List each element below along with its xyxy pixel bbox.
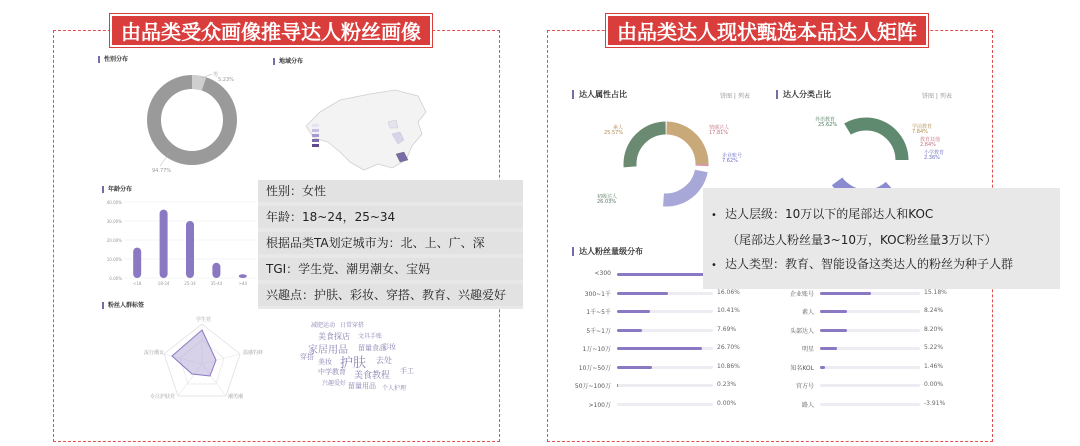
age-x-tick: 35-44 [210,281,223,286]
age-section-title: 年龄分布 [102,186,132,193]
gender-female-value: 94.77% [152,168,172,174]
fans-tag-section-title: 粉丝人群标签 [102,302,144,309]
age-y-tick: 30.00% [106,219,122,224]
cloud-word: 去处 [376,356,392,365]
age-x-tick: 25-34 [184,281,196,286]
bar-row-value: 1.46% [924,362,944,370]
age-bar [239,274,247,278]
class-label-3: 小学教育 [924,150,945,156]
radar-label-3: 专注护肤党 [150,394,176,400]
cloud-word: 美食教程 [354,371,391,381]
influencer-summary-box [703,188,1060,289]
bar-row-fill [617,273,713,276]
age-x-tick: <18 [132,281,142,286]
attr-label-0: 素人 [613,125,624,131]
age-y-tick: 20.00% [106,238,122,243]
class-label-2: 教育其他 [920,137,941,143]
class-value-2: 2.84% [920,142,936,148]
gender-male-label: 男 [213,72,219,78]
attr-value-2: 7.62% [722,158,738,164]
gender-male-value: 5.23% [218,77,234,83]
bar-row-track [617,384,713,387]
bar-row-label: 知名KOL [790,364,814,372]
class-value-0: 25.62% [818,122,838,128]
cloud-word: 留量食品 [358,344,386,352]
class-value-1: 7.84% [912,129,928,135]
cloud-word: 日常穿搭 [340,322,365,329]
bar-row-value: 0.23% [717,381,737,388]
level-section-title: 达人粉丝量级分布 [572,247,643,256]
bar-row-value: 15.18% [924,288,947,296]
age-bar-chart [100,196,260,292]
radar-label-1: 温感钓虾 [243,350,264,356]
china-map [300,82,440,174]
bar-row-label: 300~1千 [584,290,611,298]
bar-row-label: 1千~5千 [586,309,611,316]
cloud-word: 兴趣爱好 [322,380,347,387]
cloud-word: 留量用品 [348,382,376,390]
bar-row-fill [617,366,652,369]
bullet-1: • [711,210,717,221]
summary-level: 达人层级：10万以下的尾部达人和KOC [725,207,934,221]
bar-row-label: 路人 [801,401,814,409]
bar-row-value: 0.00% [924,381,944,388]
gender-female-ring [154,82,230,158]
class-view-switch[interactable]: 饼图 | 列表 [922,93,952,100]
bar-row-label: 企业账号 [789,290,814,298]
bar-row-fill [617,347,702,350]
radar-label-0: 学生党 [196,317,212,323]
attr-value-1: 17.81% [709,130,729,136]
radar-label-4: 流行潮女 [144,350,165,356]
age-bar [186,221,194,278]
bar-row-label: 明星 [801,346,814,353]
attr-label-1: 情感达人 [709,125,730,131]
bar-row-value: 0.00% [717,399,737,407]
map-legend [312,124,319,147]
bar-row-label: <300 [594,270,611,277]
bar-row-value: 7.69% [717,325,737,333]
bar-row-value: 16.06% [717,288,740,296]
bar-row-label: 1万~10万 [582,346,611,353]
age-x-tick: 18-24 [157,281,170,286]
region-section-title: 地域分布 [273,58,303,65]
summary-level-detail: （尾部达人粉丝量3~10万，KOC粉丝量3万以下） [727,233,997,247]
left-banner-title: 由品类受众画像推导达人粉丝画像 [110,14,432,47]
summary-gender: 性别：女性 [258,180,523,202]
bar-row-value: 8.24% [924,307,944,314]
bar-row-fill [820,347,837,350]
age-y-tick: 10.00% [106,257,122,262]
age-y-tick: 0.00% [109,276,122,281]
cloud-word: 个人护理 [382,385,407,392]
summary-tgi: TGI：学生党、潮男潮女、宝妈 [258,258,523,280]
attr-value-3: 26.03% [597,199,617,205]
summary-interest: 兴趣点：护肤、彩妆、穿搭、教育、兴趣爱好 [258,284,523,306]
age-bar [212,263,220,278]
right-banner-title: 由品类达人现状甄选本品达人矩阵 [606,14,928,47]
attr-value-0: 25.57% [604,130,624,136]
bar-row-value: 8.20% [924,325,944,333]
bar-row-value: -3.91% [924,399,946,407]
cloud-word: 手工 [400,367,414,375]
cloud-word: 中学教育 [318,368,346,376]
bar-row-value: 10.86% [717,362,740,370]
gender-donut-chart [140,64,260,176]
cloud-word: 彩妆 [382,343,396,351]
gender-male-arc [192,82,204,84]
bar-row-fill [617,292,668,295]
bar-row-label: 10万~50万 [578,364,611,372]
bar-row-fill [617,310,650,313]
summary-age: 年龄：18~24，25~34 [258,206,523,228]
cloud-word: 护肤 [340,356,367,371]
gender-section-title: 性别分布 [98,56,128,63]
bar-row-fill [617,329,642,332]
class-label-0: 外语教育 [815,117,836,123]
cloud-word: 文具手账 [358,333,383,340]
age-bar [133,248,141,278]
class-label-1: 学前教育 [912,124,933,130]
radar-label-2: 潮男潮 [228,394,244,400]
bar-row-value: 26.70% [717,344,740,351]
cloud-word: 减肥运动 [311,322,336,329]
attr-section-title: 达人属性占比 [572,90,627,99]
attr-label-2: 企业账号 [722,153,743,159]
bar-row-track [617,403,713,406]
attr-label-3: 初级达人 [597,194,618,200]
audience-summary-box [258,180,523,309]
class-value-3: 2.36% [924,155,940,161]
bar-row-fill [820,329,847,332]
summary-type: 达人类型：教育、智能设备这类达人的粉丝为种子人群 [725,257,1014,271]
age-bar [160,210,168,278]
bar-row-fill [820,310,847,313]
attr-donut-chart [618,116,714,212]
class-section-title: 达人分类占比 [776,90,831,99]
bar-row-track [820,403,920,406]
bar-row-track [820,366,920,369]
cloud-word: 家居用品 [308,345,348,356]
bullet-2: • [711,260,717,271]
bar-row-fill [617,384,618,387]
cloud-word: 穿搭 [300,353,314,361]
bar-row-label: 头部达人 [789,327,814,335]
bar-row-value: 10.41% [717,307,740,314]
bar-row-fill [820,292,871,295]
bar-row-label: 官方号 [795,383,814,390]
bar-row-track [820,384,920,387]
age-x-tick: >44 [238,281,248,286]
age-y-tick: 40.00% [106,200,122,205]
bar-row-label: 5千~1万 [586,327,611,335]
bar-row-label: >100万 [588,401,611,409]
cloud-word: 美妆 [318,358,332,366]
bar-row-value: 5.22% [924,344,944,351]
bar-row-label: 素人 [801,309,814,316]
bar-row-fill [820,366,825,369]
cloud-word: 美食探店 [318,332,350,341]
attr-view-switch[interactable]: 饼图 | 列表 [720,93,750,100]
summary-city: 根据品类TA划定城市为：北、上、广、深 [258,232,523,254]
bar-row-label: 50万~100万 [574,383,611,390]
